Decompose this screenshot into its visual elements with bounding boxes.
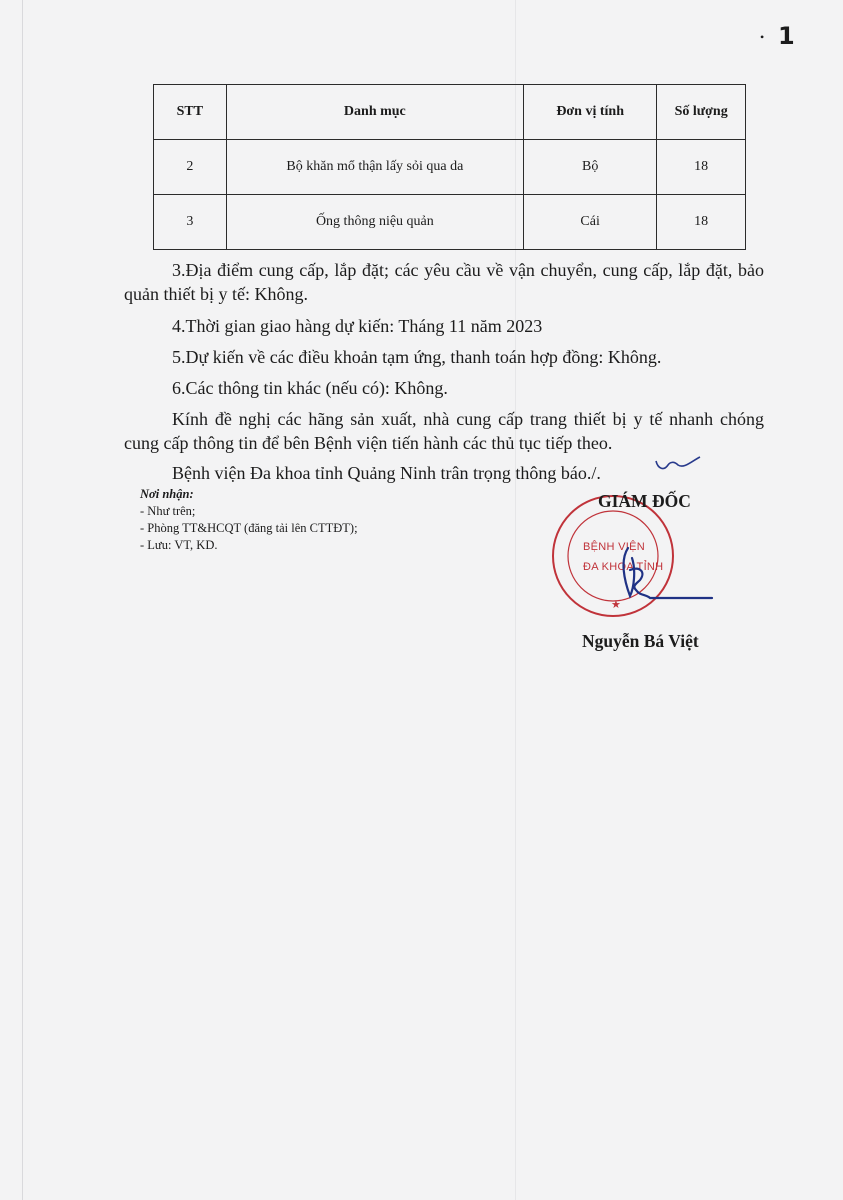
recipients-title: Nơi nhận: [140,487,194,501]
initials-mark [652,453,702,477]
header-quantity: Số lượng [657,85,746,140]
seal-text-line: BỆNH VIỆN [583,541,645,553]
table-header-row [154,85,746,140]
cell-quantity: 18 [657,140,746,195]
paragraph-delivery-time: 4.Thời gian giao hàng dự kiến: Tháng 11 năm 2023 [172,316,543,336]
recipient-item: - Phòng TT&HCQT (đăng tải lên CTTĐT); [140,521,358,535]
header-unit: Đơn vị tính [524,85,657,140]
header-stt: STT [154,85,227,140]
handwritten-signature [600,540,720,610]
cell-item-name: Bộ khăn mổ thận lấy sỏi qua da [226,140,523,195]
paragraph-payment-terms: 5.Dự kiến về các điều khoản tạm ứng, thanh toán hợp đồng: Không. [172,347,662,367]
recipient-item: - Như trên; [140,504,196,518]
cell-unit: Cái [524,195,657,250]
table-row [154,195,746,250]
paragraph-other-info: 6.Các thông tin khác (nếu có): Không. [172,378,448,398]
scan-speck: • [760,30,765,44]
recipients-block [140,486,358,554]
seal-text-line: ĐA KHOA TỈNH [583,561,664,573]
page-marker: 1 [778,22,795,50]
svg-text:★: ★ [611,599,621,611]
cell-unit: Bộ [524,140,657,195]
items-table [153,84,746,250]
paragraph-request: Kính đề nghị các hãng sản xuất, nhà cung cấp trang thiết bị y tế nhanh chóng cung cấp thông tin để bên Bệnh viện tiến hành các thủ tục tiếp theo. [124,409,764,453]
scan-edge [22,0,23,1200]
signer-name: Nguyễn Bá Việt [582,631,699,651]
cell-stt: 2 [154,140,227,195]
paragraph-delivery-location: 3.Địa điểm cung cấp, lắp đặt; các yêu cầu về vận chuyển, cung cấp, lắp đặt, bảo quản thiết bị y tế: Không. [124,260,764,304]
header-item-name: Danh mục [226,85,523,140]
table-row [154,140,746,195]
cell-stt: 3 [154,195,227,250]
signer-position: GIÁM ĐỐC [598,491,691,511]
cell-item-name: Ống thông niệu quản [226,195,523,250]
recipient-item: - Lưu: VT, KD. [140,538,218,552]
paragraph-closing: Bệnh viện Đa khoa tỉnh Quảng Ninh trân trọng thông báo./. [172,463,601,483]
cell-quantity: 18 [657,195,746,250]
